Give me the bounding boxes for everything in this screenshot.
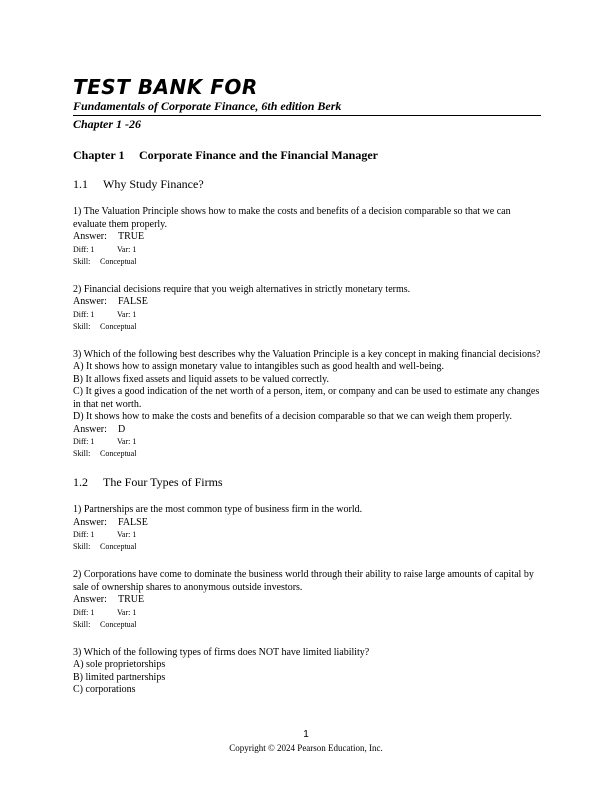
difficulty-line [73, 244, 541, 256]
answer-option: C) It gives a good indication of the net worth of a person, item, or company and can be used to estimate any changes in that net worth. [73, 386, 540, 410]
question-item [73, 284, 541, 333]
difficulty-value: Diff: 1 [73, 530, 95, 539]
difficulty-line [73, 436, 541, 448]
variant-value: Var: 1 [117, 530, 137, 539]
question-item [73, 647, 541, 697]
answer-line [73, 296, 541, 309]
answer-line [73, 231, 541, 244]
copyright-notice: Copyright © 2024 Pearson Education, Inc. [229, 743, 383, 753]
skill-value: Conceptual [100, 542, 137, 551]
answer-line [73, 517, 541, 530]
skill-value: Conceptual [100, 619, 137, 629]
difficulty-value: Diff: 1 [73, 607, 95, 617]
chapter-number: Chapter 1 [73, 148, 125, 162]
variant-value: Var: 1 [117, 244, 137, 254]
question-text: 3) Which of the following best describes why the Valuation Principle is a key concept in making financial decisions? [73, 348, 541, 360]
answer-label: Answer: [73, 296, 107, 307]
section-heading [73, 475, 541, 489]
question-text: 2) Corporations have come to dominate the business world through their ability to raise large amounts of capital by sale of ownership shares to anonymous outside investors. [73, 569, 534, 593]
answer-line [73, 424, 541, 437]
section-title: Why Study Finance? [103, 177, 204, 191]
variant-value: Var: 1 [117, 607, 137, 617]
answer-label: Answer: [73, 516, 107, 528]
skill-label: Skill: [73, 321, 91, 331]
answer-value: TRUE [118, 594, 145, 605]
skill-label: Skill: [73, 542, 91, 551]
answer-option: A) sole proprietorships [73, 659, 166, 670]
section-number: 1.2 [73, 475, 88, 489]
question-item [73, 349, 541, 461]
skill-line [73, 619, 541, 631]
skill-label: Skill: [73, 256, 91, 266]
chapter-heading [73, 148, 541, 162]
section-heading [73, 177, 541, 191]
answer-line [73, 594, 541, 607]
answer-option: C) corporations [73, 684, 136, 695]
answer-label: Answer: [73, 231, 107, 242]
difficulty-line [73, 529, 541, 541]
chapter-title: Corporate Finance and the Financial Manager [139, 148, 378, 162]
answer-label: Answer: [73, 423, 107, 435]
question-item [73, 569, 541, 631]
header-divider [73, 115, 541, 116]
difficulty-value: Diff: 1 [73, 244, 95, 254]
difficulty-line [73, 309, 541, 321]
answer-value: FALSE [118, 296, 148, 307]
question-text: 3) Which of the following types of firms does NOT have limited liability? [73, 646, 370, 658]
answer-value: TRUE [118, 231, 145, 242]
answer-value: FALSE [118, 516, 148, 528]
document-page [73, 76, 541, 697]
test-bank-title: TEST BANK FOR [73, 75, 258, 99]
skill-value: Conceptual [100, 256, 137, 266]
variant-value: Var: 1 [117, 437, 137, 446]
answer-option: B) It allows fixed assets and liquid assets to be valued correctly. [73, 373, 329, 385]
answer-option: B) limited partnerships [73, 671, 166, 683]
question-text: 1) Partnerships are the most common type of business firm in the world. [73, 504, 363, 515]
skill-value: Conceptual [100, 321, 137, 331]
question-text: 2) Financial decisions require that you weigh alternatives in strictly monetary terms. [73, 283, 411, 295]
skill-value: Conceptual [100, 449, 137, 458]
question-text: 1) The Valuation Principle shows how to make the costs and benefits of a decision comparable so that we can evaluate them properly. [73, 206, 511, 230]
answer-value: D [118, 423, 126, 435]
skill-line [73, 321, 541, 333]
book-title: Fundamentals of Corporate Finance, 6th edition Berk [73, 99, 342, 113]
section-number: 1.1 [73, 177, 88, 191]
difficulty-line [73, 607, 541, 619]
page-number: 1 [303, 729, 309, 740]
difficulty-value: Diff: 1 [73, 437, 95, 446]
question-item [73, 206, 541, 268]
skill-label: Skill: [73, 619, 91, 629]
answer-label: Answer: [73, 594, 107, 605]
question-item [73, 504, 541, 553]
skill-label: Skill: [73, 449, 91, 458]
answer-option: A) It shows how to assign monetary value to intangibles such as good health and well-being. [73, 361, 445, 372]
chapter-range: Chapter 1 -26 [73, 117, 142, 131]
difficulty-value: Diff: 1 [73, 309, 95, 319]
section-title: The Four Types of Firms [103, 475, 223, 489]
skill-line [73, 256, 541, 268]
sections-container [73, 177, 541, 697]
answer-option: D) It shows how to make the costs and benefits of a decision comparable so that we can weigh them properly. [73, 411, 512, 422]
skill-line [73, 448, 541, 460]
skill-line [73, 541, 541, 553]
variant-value: Var: 1 [117, 309, 137, 319]
